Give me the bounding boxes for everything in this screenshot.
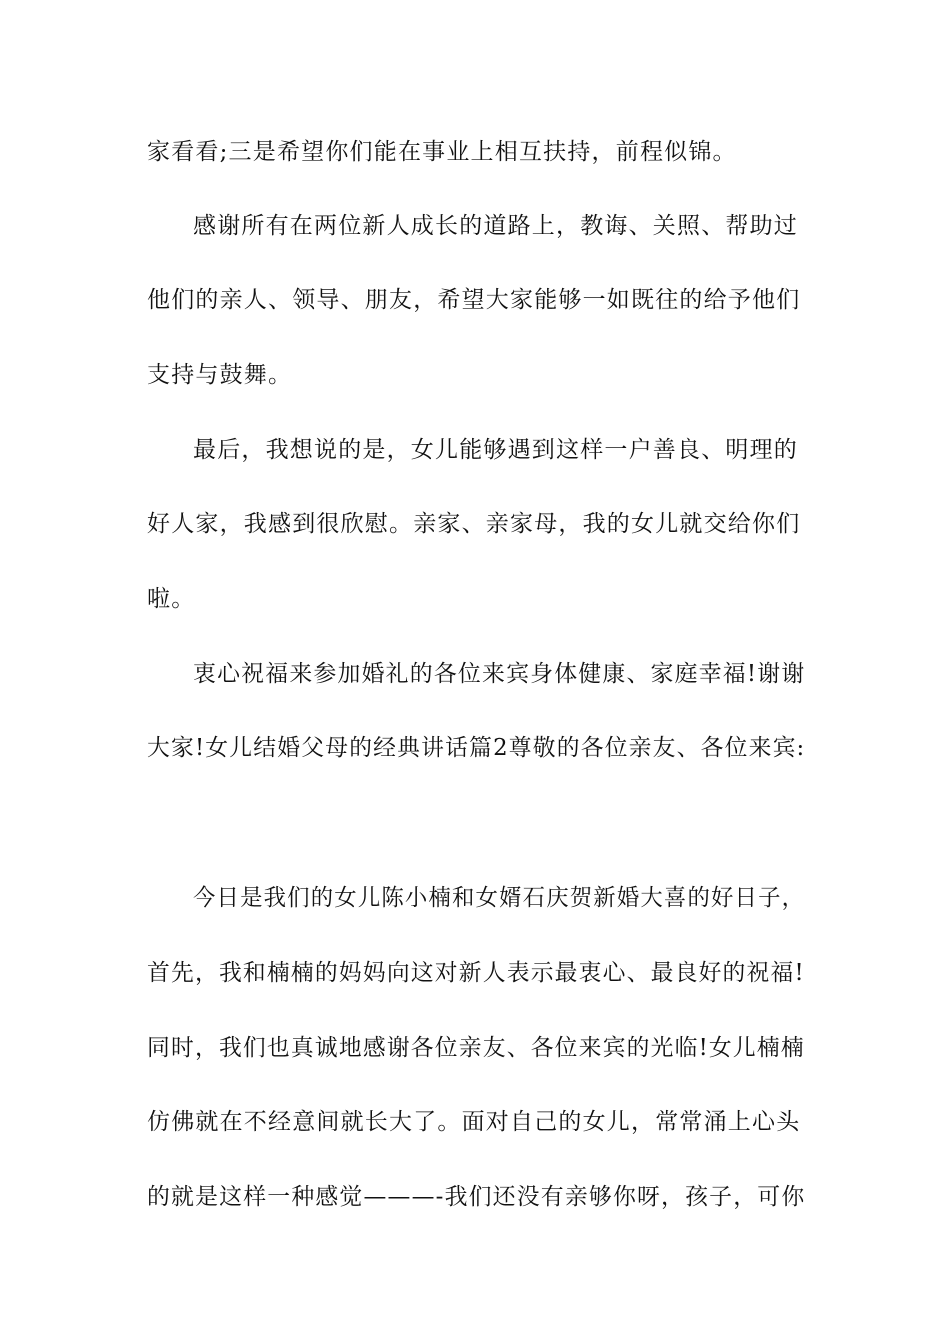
text-line: 好人家，我感到很欣慰。亲家、亲家母，我的女儿就交给你们 — [147, 511, 801, 537]
text-line: 大家!女儿结婚父母的经典讲话篇2尊敬的各位亲友、各位来宾: — [147, 735, 806, 761]
text-line: 最后，我想说的是，女儿能够遇到这样一户善良、明理的 — [193, 437, 798, 463]
text-line: 衷心祝福来参加婚礼的各位来宾身体健康、家庭幸福!谢谢 — [193, 661, 806, 687]
text-line: 首先，我和楠楠的妈妈向这对新人表示最衷心、最良好的祝福! — [147, 960, 805, 986]
text-line: 啦。 — [147, 586, 196, 612]
text-line: 感谢所有在两位新人成长的道路上，教诲、关照、帮助过 — [193, 213, 798, 239]
text-line: 同时，我们也真诚地感谢各位亲友、各位来宾的光临!女儿楠楠 — [147, 1035, 805, 1061]
text-line: 家看看;三是希望你们能在事业上相互扶持，前程似锦。 — [147, 139, 737, 165]
text-line: 支持与鼓舞。 — [147, 362, 293, 388]
text-line: 今日是我们的女儿陈小楠和女婿石庆贺新婚大喜的好日子， — [193, 885, 806, 911]
text-line: 仿佛就在不经意间就长大了。面对自己的女儿，常常涌上心头 — [147, 1109, 801, 1135]
text-line: 的就是这样一种感觉———-我们还没有亲够你呀，孩子，可你 — [147, 1184, 806, 1210]
text-line: 他们的亲人、领导、朋友，希望大家能够一如既往的给予他们 — [147, 287, 801, 313]
